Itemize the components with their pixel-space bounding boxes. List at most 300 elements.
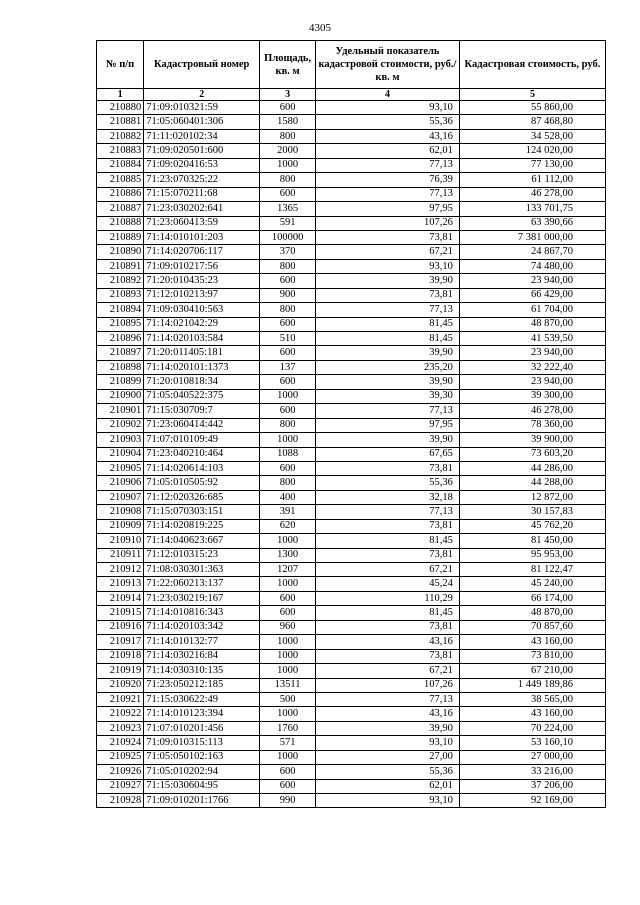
area-value: 1000: [260, 534, 316, 548]
unit-value: 73,81: [316, 649, 460, 663]
area-value: 800: [260, 476, 316, 490]
unit-value: 93,10: [316, 259, 460, 273]
unit-value: 77,13: [316, 404, 460, 418]
unit-value: 81,45: [316, 317, 460, 331]
unit-value: 39,90: [316, 433, 460, 447]
cadastral-cost: 53 160,10: [459, 736, 605, 750]
area-value: 800: [260, 303, 316, 317]
row-index: 210913: [97, 577, 144, 591]
row-index: 210912: [97, 563, 144, 577]
row-index: 210926: [97, 765, 144, 779]
cadastral-number: 71:14:010101:203: [144, 230, 260, 244]
area-value: 100000: [260, 230, 316, 244]
area-value: 600: [260, 461, 316, 475]
row-index: 210907: [97, 490, 144, 504]
table-row: [97, 187, 606, 201]
cadastral-number: 71:14:020614:103: [144, 461, 260, 475]
area-value: 391: [260, 505, 316, 519]
area-value: 400: [260, 490, 316, 504]
row-index: 210925: [97, 750, 144, 764]
table-row: [97, 245, 606, 259]
unit-value: 73,81: [316, 288, 460, 302]
cadastral-cost: 73 810,00: [459, 649, 605, 663]
unit-value: 45,24: [316, 577, 460, 591]
cadastral-number: 71:14:010123:394: [144, 707, 260, 721]
cadastral-cost: 70 224,00: [459, 721, 605, 735]
header-cadastral-cost: Кадастровая стоимость, руб.: [459, 41, 605, 89]
cadastral-number: 71:05:050102:163: [144, 750, 260, 764]
table-row: [97, 649, 606, 663]
table-row: [97, 418, 606, 432]
row-index: 210914: [97, 591, 144, 605]
cadastral-cost: 39 300,00: [459, 389, 605, 403]
table-row: [97, 678, 606, 692]
cadastral-cost: 33 216,00: [459, 765, 605, 779]
cadastral-cost: 34 528,00: [459, 129, 605, 143]
unit-value: 110,29: [316, 591, 460, 605]
unit-value: 77,13: [316, 692, 460, 706]
row-index: 210891: [97, 259, 144, 273]
cadastral-cost: 12 872,00: [459, 490, 605, 504]
unit-value: 73,81: [316, 519, 460, 533]
row-index: 210895: [97, 317, 144, 331]
row-index: 210896: [97, 332, 144, 346]
table-row: [97, 288, 606, 302]
table-row: [97, 230, 606, 244]
unit-value: 77,13: [316, 303, 460, 317]
cadastral-number: 71:23:040210:464: [144, 447, 260, 461]
unit-value: 62,01: [316, 779, 460, 793]
unit-value: 67,65: [316, 447, 460, 461]
column-number: 2: [144, 89, 260, 101]
row-index: 210902: [97, 418, 144, 432]
area-value: 600: [260, 317, 316, 331]
cadastral-cost: 46 278,00: [459, 404, 605, 418]
area-value: 500: [260, 692, 316, 706]
row-index: 210927: [97, 779, 144, 793]
table-row: [97, 736, 606, 750]
area-value: 800: [260, 129, 316, 143]
area-value: 591: [260, 216, 316, 230]
cadastral-cost: 70 857,60: [459, 620, 605, 634]
area-value: 510: [260, 332, 316, 346]
cadastral-number: 71:12:010315:23: [144, 548, 260, 562]
cadastral-cost: 32 222,40: [459, 360, 605, 374]
table-row: [97, 346, 606, 360]
row-index: 210924: [97, 736, 144, 750]
row-index: 210910: [97, 534, 144, 548]
cadastral-number: 71:05:010505:92: [144, 476, 260, 490]
cadastral-cost: 7 381 000,00: [459, 230, 605, 244]
cadastral-number: 71:09:010321:59: [144, 101, 260, 115]
table-row: [97, 664, 606, 678]
unit-value: 235,20: [316, 360, 460, 374]
row-index: 210909: [97, 519, 144, 533]
area-value: 1000: [260, 389, 316, 403]
table-row: [97, 750, 606, 764]
cadastral-number: 71:14:020819:225: [144, 519, 260, 533]
cadastral-cost: 45 762,20: [459, 519, 605, 533]
area-value: 960: [260, 620, 316, 634]
table-row: [97, 202, 606, 216]
unit-value: 81,45: [316, 534, 460, 548]
cadastral-cost: 23 940,00: [459, 346, 605, 360]
cadastral-number: 71:22:060213:137: [144, 577, 260, 591]
row-index: 210901: [97, 404, 144, 418]
header-cadastral-number: Кадастровый номер: [144, 41, 260, 89]
unit-value: 67,21: [316, 245, 460, 259]
cadastral-cost: 23 940,00: [459, 274, 605, 288]
cadastral-number: 71:14:020101:1373: [144, 360, 260, 374]
table-row: [97, 144, 606, 158]
cadastral-cost: 66 429,00: [459, 288, 605, 302]
table-row: [97, 158, 606, 172]
row-index: 210919: [97, 664, 144, 678]
row-index: 210905: [97, 461, 144, 475]
unit-value: 73,81: [316, 230, 460, 244]
cadastral-number: 71:12:020326:685: [144, 490, 260, 504]
unit-value: 93,10: [316, 736, 460, 750]
cadastral-number: 71:14:010816:343: [144, 606, 260, 620]
area-value: 13511: [260, 678, 316, 692]
table-row: [97, 447, 606, 461]
cadastral-number: 71:15:030622:49: [144, 692, 260, 706]
row-index: 210880: [97, 101, 144, 115]
cadastral-cost: 124 020,00: [459, 144, 605, 158]
cadastral-cost: 44 286,00: [459, 461, 605, 475]
cadastral-number: 71:20:010818:34: [144, 375, 260, 389]
cadastral-number: 71:11:020102:34: [144, 129, 260, 143]
row-index: 210928: [97, 794, 144, 808]
unit-value: 93,10: [316, 794, 460, 808]
table-row: [97, 779, 606, 793]
cadastral-number: 71:09:010201:1766: [144, 794, 260, 808]
unit-value: 73,81: [316, 620, 460, 634]
area-value: 1000: [260, 433, 316, 447]
cadastral-cost: 67 210,00: [459, 664, 605, 678]
table-row: [97, 505, 606, 519]
cadastral-cost: 61 704,00: [459, 303, 605, 317]
row-index: 210921: [97, 692, 144, 706]
row-index: 210888: [97, 216, 144, 230]
row-index: 210881: [97, 115, 144, 129]
cadastral-cost: 55 860,00: [459, 101, 605, 115]
area-value: 800: [260, 173, 316, 187]
table-row: [97, 404, 606, 418]
area-value: 990: [260, 794, 316, 808]
table-row: [97, 115, 606, 129]
cadastral-number: 71:15:030604:95: [144, 779, 260, 793]
header-row: [97, 41, 606, 89]
cadastral-number: 71:15:070303:151: [144, 505, 260, 519]
cadastral-number: 71:23:030202:641: [144, 202, 260, 216]
cadastral-table: [96, 40, 606, 808]
table-row: [97, 375, 606, 389]
cadastral-number: 71:05:060401:306: [144, 115, 260, 129]
table-row: [97, 591, 606, 605]
table-row: [97, 577, 606, 591]
area-value: 370: [260, 245, 316, 259]
cadastral-number: 71:07:010201:456: [144, 721, 260, 735]
row-index: 210883: [97, 144, 144, 158]
cadastral-cost: 92 169,00: [459, 794, 605, 808]
cadastral-cost: 81 122,47: [459, 563, 605, 577]
cadastral-cost: 39 900,00: [459, 433, 605, 447]
table-row: [97, 360, 606, 374]
unit-value: 39,30: [316, 389, 460, 403]
row-index: 210906: [97, 476, 144, 490]
row-index: 210890: [97, 245, 144, 259]
row-index: 210920: [97, 678, 144, 692]
cadastral-number: 71:07:010109:49: [144, 433, 260, 447]
unit-value: 77,13: [316, 158, 460, 172]
cadastral-cost: 73 603,20: [459, 447, 605, 461]
cadastral-cost: 30 157,83: [459, 505, 605, 519]
cadastral-number: 71:08:030301:363: [144, 563, 260, 577]
cadastral-number: 71:15:030709:7: [144, 404, 260, 418]
unit-value: 32,18: [316, 490, 460, 504]
cadastral-cost: 77 130,00: [459, 158, 605, 172]
table-row: [97, 563, 606, 577]
row-index: 210915: [97, 606, 144, 620]
area-value: 600: [260, 274, 316, 288]
cadastral-number: 71:12:010213:97: [144, 288, 260, 302]
unit-value: 107,26: [316, 216, 460, 230]
table-row: [97, 216, 606, 230]
cadastral-cost: 46 278,00: [459, 187, 605, 201]
table-row: [97, 461, 606, 475]
column-number-row: [97, 89, 606, 101]
unit-value: 67,21: [316, 563, 460, 577]
unit-value: 97,95: [316, 418, 460, 432]
cadastral-number: 71:14:020103:342: [144, 620, 260, 634]
cadastral-cost: 133 701,75: [459, 202, 605, 216]
area-value: 1000: [260, 649, 316, 663]
area-value: 600: [260, 765, 316, 779]
row-index: 210884: [97, 158, 144, 172]
unit-value: 39,90: [316, 375, 460, 389]
table-row: [97, 129, 606, 143]
area-value: 800: [260, 418, 316, 432]
area-value: 900: [260, 288, 316, 302]
unit-value: 81,45: [316, 606, 460, 620]
cadastral-number: 71:15:070211:68: [144, 187, 260, 201]
area-value: 620: [260, 519, 316, 533]
area-value: 1000: [260, 664, 316, 678]
cadastral-number: 71:20:011405:181: [144, 346, 260, 360]
cadastral-cost: 27 000,00: [459, 750, 605, 764]
table-row: [97, 433, 606, 447]
area-value: 1000: [260, 750, 316, 764]
area-value: 600: [260, 187, 316, 201]
unit-value: 107,26: [316, 678, 460, 692]
row-index: 210916: [97, 620, 144, 634]
table-row: [97, 259, 606, 273]
table-row: [97, 101, 606, 115]
area-value: 1000: [260, 158, 316, 172]
cadastral-cost: 74 480,00: [459, 259, 605, 273]
row-index: 210918: [97, 649, 144, 663]
unit-value: 62,01: [316, 144, 460, 158]
row-index: 210903: [97, 433, 144, 447]
row-index: 210917: [97, 635, 144, 649]
cadastral-cost: 23 940,00: [459, 375, 605, 389]
area-value: 1365: [260, 202, 316, 216]
cadastral-number: 71:05:010202:94: [144, 765, 260, 779]
unit-value: 73,81: [316, 548, 460, 562]
area-value: 800: [260, 259, 316, 273]
cadastral-number: 71:09:010315:113: [144, 736, 260, 750]
table-row: [97, 173, 606, 187]
unit-value: 55,36: [316, 476, 460, 490]
area-value: 600: [260, 101, 316, 115]
cadastral-number: 71:14:010132:77: [144, 635, 260, 649]
table-row: [97, 389, 606, 403]
cadastral-cost: 45 240,00: [459, 577, 605, 591]
row-index: 210893: [97, 288, 144, 302]
row-index: 210922: [97, 707, 144, 721]
table-row: [97, 620, 606, 634]
cadastral-cost: 48 870,00: [459, 317, 605, 331]
area-value: 1760: [260, 721, 316, 735]
table-body: [97, 101, 606, 808]
table-row: [97, 274, 606, 288]
row-index: 210904: [97, 447, 144, 461]
cadastral-number: 71:23:060413:59: [144, 216, 260, 230]
cadastral-cost: 78 360,00: [459, 418, 605, 432]
page-number: 4305: [309, 22, 331, 34]
unit-value: 93,10: [316, 101, 460, 115]
row-index: 210887: [97, 202, 144, 216]
unit-value: 43,16: [316, 635, 460, 649]
area-value: 600: [260, 591, 316, 605]
row-index: 210911: [97, 548, 144, 562]
cadastral-cost: 38 565,00: [459, 692, 605, 706]
cadastral-number: 71:14:021042:29: [144, 317, 260, 331]
unit-value: 43,16: [316, 707, 460, 721]
area-value: 1000: [260, 635, 316, 649]
cadastral-number: 71:09:020416:53: [144, 158, 260, 172]
cadastral-number: 71:14:040623:667: [144, 534, 260, 548]
unit-value: 73,81: [316, 461, 460, 475]
row-index: 210900: [97, 389, 144, 403]
table-row: [97, 303, 606, 317]
cadastral-cost: 95 953,00: [459, 548, 605, 562]
table-row: [97, 476, 606, 490]
cadastral-cost: 87 468,80: [459, 115, 605, 129]
cadastral-number: 71:23:060414:442: [144, 418, 260, 432]
cadastral-number: 71:20:010435:23: [144, 274, 260, 288]
cadastral-cost: 37 206,00: [459, 779, 605, 793]
table-row: [97, 490, 606, 504]
column-number: 1: [97, 89, 144, 101]
row-index: 210892: [97, 274, 144, 288]
cadastral-number: 71:09:010217:56: [144, 259, 260, 273]
header-unit-value: Удельный показатель кадастровой стоимости, руб./кв. м: [316, 41, 460, 89]
cadastral-cost: 1 449 189,86: [459, 678, 605, 692]
column-number: 4: [316, 89, 460, 101]
row-index: 210908: [97, 505, 144, 519]
area-value: 571: [260, 736, 316, 750]
area-value: 1300: [260, 548, 316, 562]
unit-value: 39,90: [316, 274, 460, 288]
table-row: [97, 332, 606, 346]
table-row: [97, 692, 606, 706]
area-value: 600: [260, 346, 316, 360]
table-row: [97, 606, 606, 620]
table-row: [97, 519, 606, 533]
row-index: 210898: [97, 360, 144, 374]
unit-value: 77,13: [316, 505, 460, 519]
area-value: 2000: [260, 144, 316, 158]
table-row: [97, 534, 606, 548]
unit-value: 81,45: [316, 332, 460, 346]
table-row: [97, 794, 606, 808]
table-row: [97, 721, 606, 735]
cadastral-cost: 66 174,00: [459, 591, 605, 605]
area-value: 600: [260, 779, 316, 793]
cadastral-number: 71:14:030310:135: [144, 664, 260, 678]
cadastral-number: 71:14:020706:117: [144, 245, 260, 259]
area-value: 600: [260, 375, 316, 389]
cadastral-cost: 44 288,00: [459, 476, 605, 490]
cadastral-number: 71:14:030216:84: [144, 649, 260, 663]
cadastral-cost: 41 539,50: [459, 332, 605, 346]
cadastral-cost: 43 160,00: [459, 707, 605, 721]
area-value: 1207: [260, 563, 316, 577]
unit-value: 39,90: [316, 346, 460, 360]
cadastral-number: 71:23:030219:167: [144, 591, 260, 605]
row-index: 210889: [97, 230, 144, 244]
cadastral-number: 71:09:020501:600: [144, 144, 260, 158]
header-index: № п/п: [97, 41, 144, 89]
header-area: Площадь, кв. м: [260, 41, 316, 89]
row-index: 210886: [97, 187, 144, 201]
table-row: [97, 635, 606, 649]
cadastral-number: 71:09:030410:563: [144, 303, 260, 317]
unit-value: 77,13: [316, 187, 460, 201]
table-row: [97, 707, 606, 721]
table-row: [97, 548, 606, 562]
cadastral-number: 71:05:040522:375: [144, 389, 260, 403]
unit-value: 43,16: [316, 129, 460, 143]
unit-value: 76,39: [316, 173, 460, 187]
cadastral-number: 71:23:050212:185: [144, 678, 260, 692]
cadastral-cost: 61 112,00: [459, 173, 605, 187]
area-value: 600: [260, 404, 316, 418]
row-index: 210899: [97, 375, 144, 389]
unit-value: 55,36: [316, 765, 460, 779]
unit-value: 27,00: [316, 750, 460, 764]
row-index: 210885: [97, 173, 144, 187]
unit-value: 67,21: [316, 664, 460, 678]
cadastral-cost: 43 160,00: [459, 635, 605, 649]
cadastral-cost: 48 870,00: [459, 606, 605, 620]
area-value: 1000: [260, 707, 316, 721]
row-index: 210882: [97, 129, 144, 143]
row-index: 210923: [97, 721, 144, 735]
cadastral-cost: 63 390,66: [459, 216, 605, 230]
area-value: 1580: [260, 115, 316, 129]
table-row: [97, 765, 606, 779]
row-index: 210897: [97, 346, 144, 360]
table-row: [97, 317, 606, 331]
area-value: 137: [260, 360, 316, 374]
row-index: 210894: [97, 303, 144, 317]
column-number: 5: [459, 89, 605, 101]
cadastral-cost: 24 867,70: [459, 245, 605, 259]
cadastral-number: 71:23:070325:22: [144, 173, 260, 187]
